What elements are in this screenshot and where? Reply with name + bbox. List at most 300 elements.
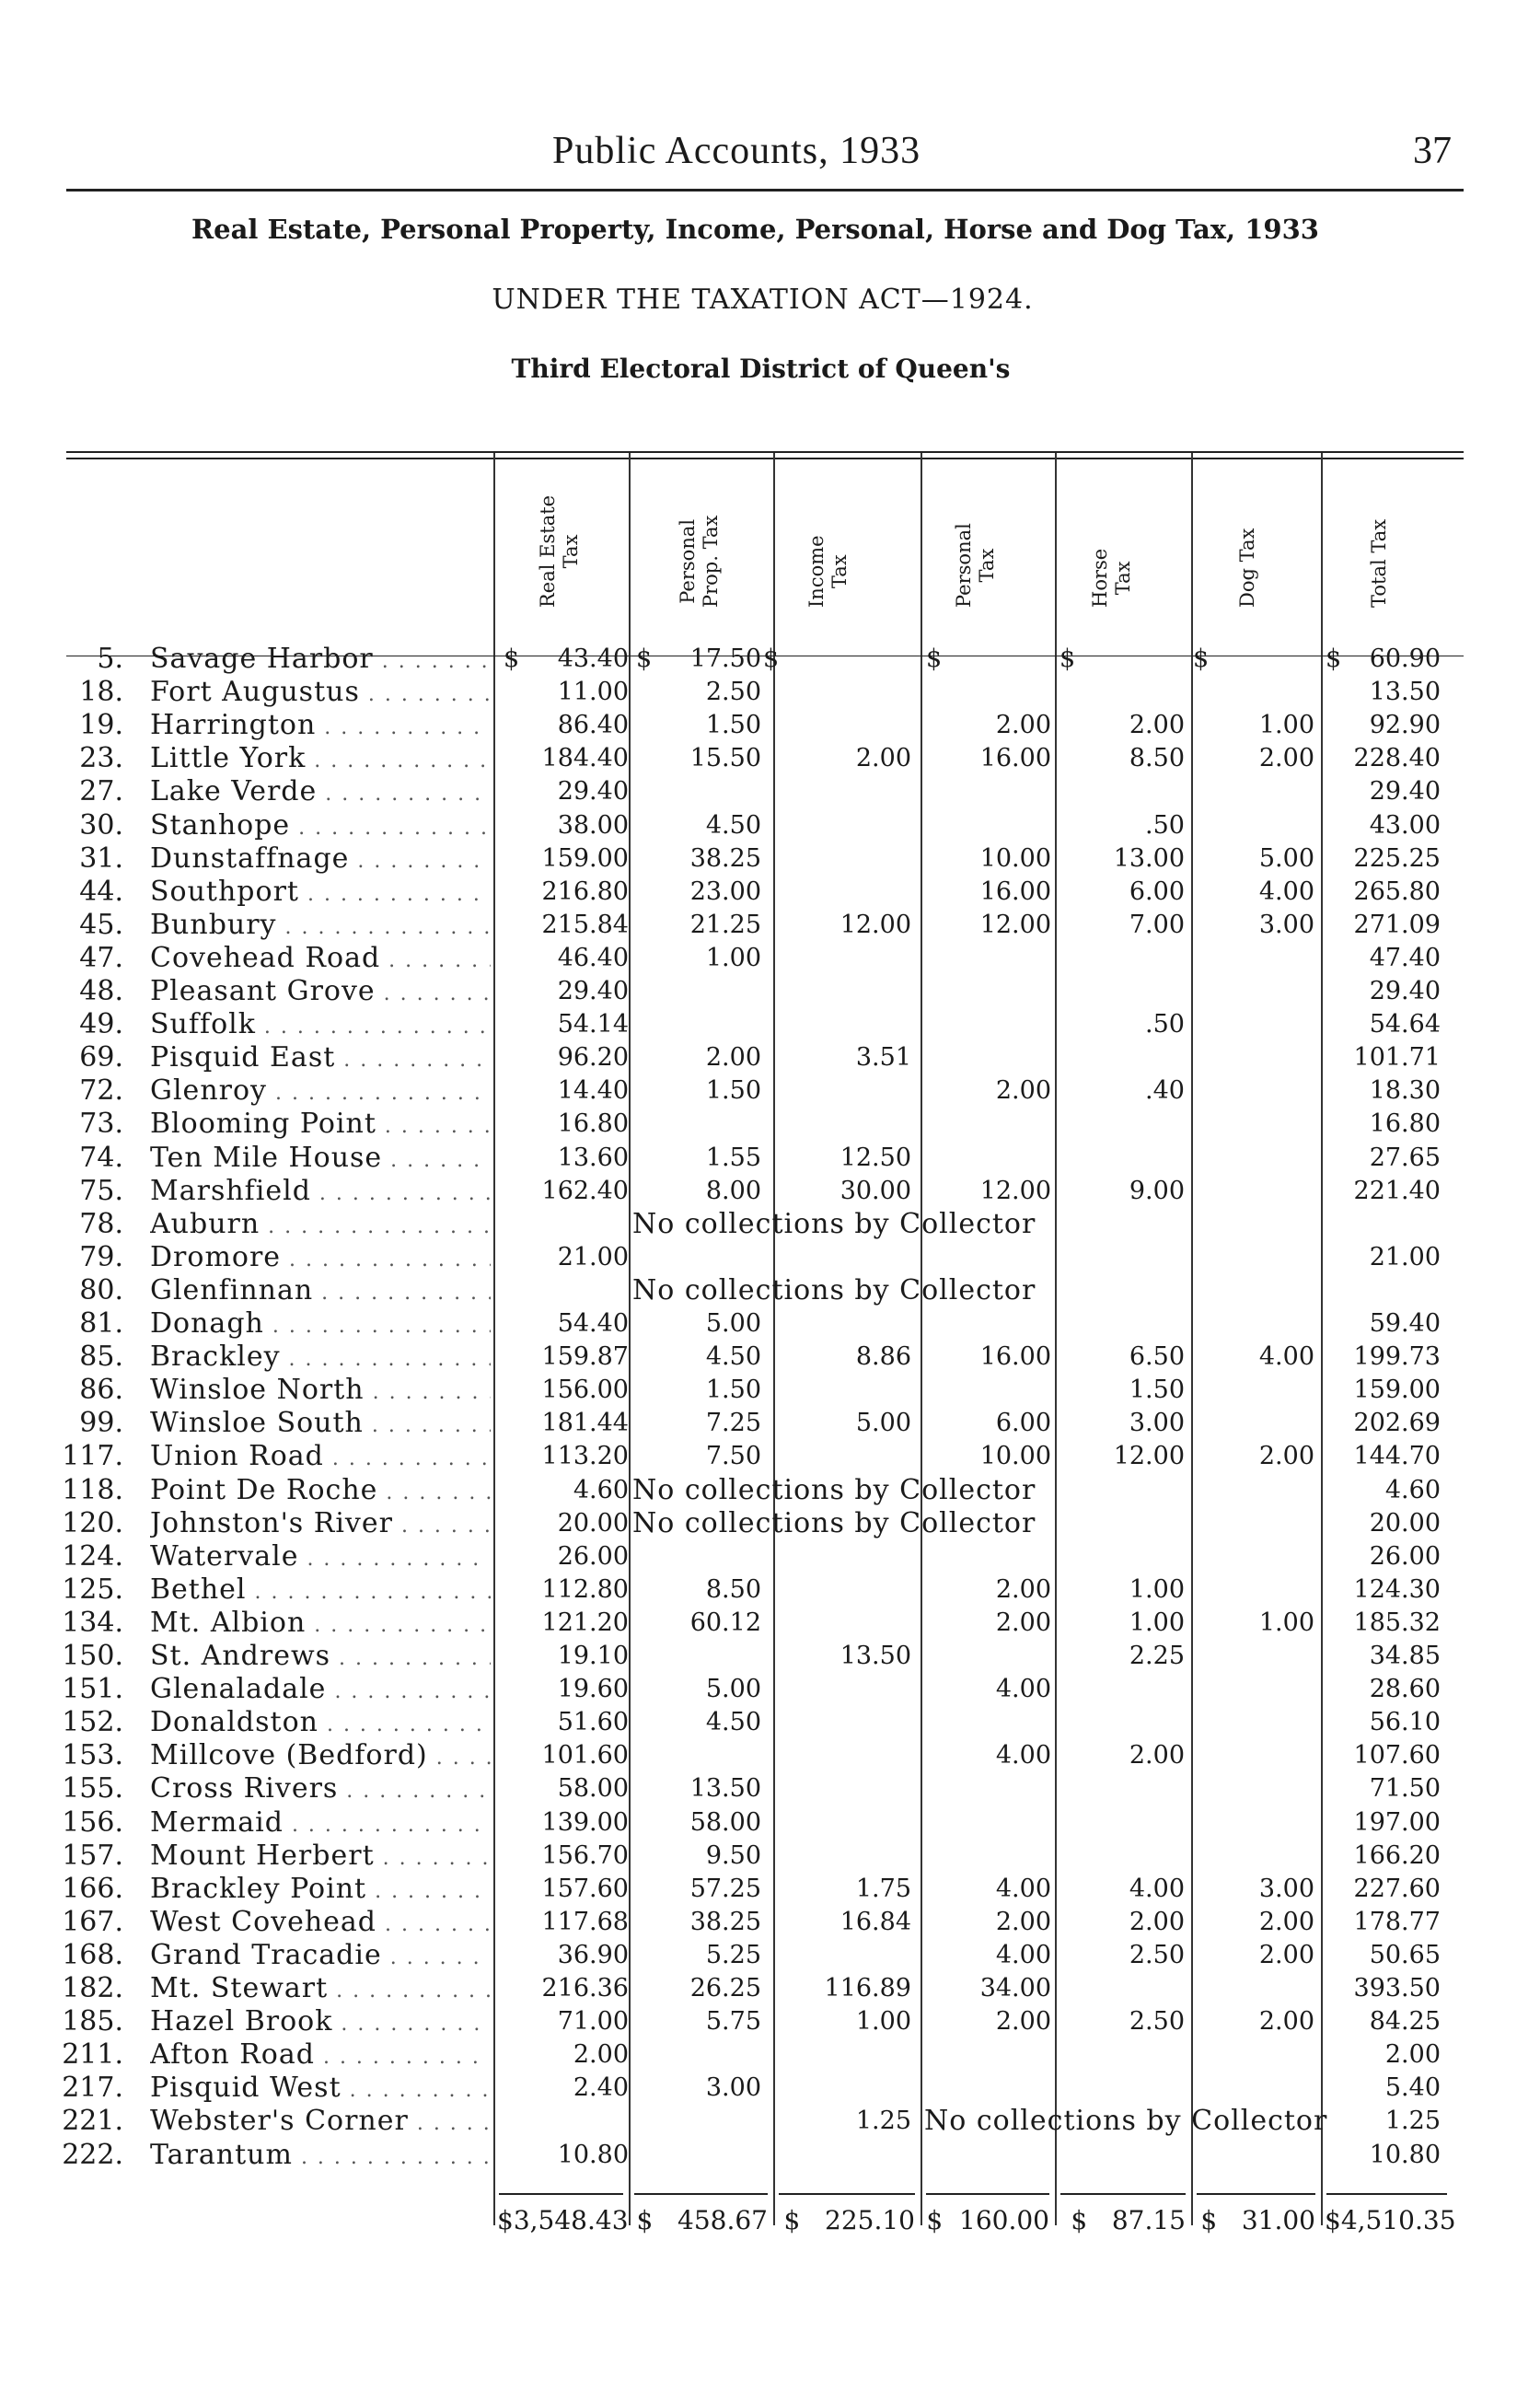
cell-real: 216.36	[541, 1974, 629, 2002]
cell-prop: 58.00	[689, 1807, 761, 1837]
cell-income: 16.84	[839, 1907, 911, 1936]
cell-total: 13.50	[1369, 678, 1441, 707]
district-name: Brackley . . .	[150, 1341, 491, 1376]
cell-total: 271.09	[1353, 910, 1441, 939]
cell-income: 12.50	[839, 1143, 911, 1172]
cell-dog: 2.00	[1258, 1442, 1314, 1471]
district-number: 99.	[79, 1407, 123, 1440]
cell-personal: 2.00	[995, 1608, 1051, 1637]
district-number: 80.	[79, 1273, 123, 1306]
cell-prop: 23.00	[689, 876, 761, 906]
district-name: Lake Verde . . .	[150, 775, 491, 811]
table-row	[0, 1341, 1540, 1374]
cell-total: 107.60	[1353, 1741, 1441, 1770]
cell-real: 117.68	[541, 1907, 629, 1936]
district-name: Southport . . .	[150, 876, 491, 911]
cell-real: 20.00	[557, 1508, 629, 1538]
table-row	[0, 1873, 1540, 1906]
column-header-line: Tax	[560, 534, 582, 569]
table-row	[0, 809, 1540, 842]
cell-total: 27.65	[1369, 1143, 1441, 1172]
district-number: 48.	[79, 975, 123, 1007]
district-number: 69.	[79, 1041, 123, 1074]
cell-horse: 1.00	[1129, 1608, 1185, 1637]
district-number: 31.	[79, 842, 123, 875]
cell-horse: 2.25	[1129, 1642, 1185, 1670]
no-collections-note: No collections by Collector	[632, 1506, 1036, 1539]
column-header-line: Horse	[1089, 548, 1111, 608]
cell-dog: 2.00	[1258, 1907, 1314, 1936]
act-subtitle: UNDER THE TAXATION ACT—1924.	[492, 284, 1034, 316]
cell-horse: .40	[1145, 1076, 1185, 1106]
table-row	[0, 1274, 1540, 1307]
cell-real: 21.00	[557, 1242, 629, 1271]
cell-prop: 3.00	[705, 2073, 761, 2103]
district-number: 79.	[79, 1240, 123, 1273]
cell-real: 26.00	[557, 1541, 629, 1571]
cell-total: 60.90	[1369, 644, 1441, 673]
district-number: 45.	[79, 908, 123, 941]
district-name: Mt. Stewart . . .	[150, 1972, 491, 2008]
district-name: Webster's Corner . . .	[150, 2105, 491, 2141]
district-number: 125.	[62, 1573, 123, 1606]
cell-income: 12.00	[839, 910, 911, 939]
sum-rule	[634, 2193, 768, 2195]
cell-real: 181.44	[541, 1409, 629, 1438]
cell-total: 54.64	[1369, 1010, 1441, 1039]
district-name: Johnston's River . . .	[150, 1507, 491, 1543]
total-income: $ 225.10	[783, 2205, 915, 2235]
cell-total: 50.65	[1369, 1940, 1441, 1969]
cell-total: 26.00	[1369, 1541, 1441, 1571]
cell-prop: 8.00	[705, 1176, 761, 1205]
district-name: Glenfinnan . . .	[150, 1274, 491, 1310]
table-row	[0, 1540, 1540, 1573]
district-number: 153.	[62, 1739, 123, 1772]
district-number: 120.	[62, 1506, 123, 1539]
table-top-rule-2	[66, 458, 1464, 459]
table-row	[0, 1706, 1540, 1739]
cell-personal: 2.00	[995, 1076, 1051, 1106]
district-name: Point De Roche . . .	[150, 1474, 491, 1510]
cell-real: 157.60	[541, 1874, 629, 1903]
district-number: 222.	[62, 2138, 123, 2171]
table-row	[0, 1474, 1540, 1507]
district-name: Bunbury . . .	[150, 909, 491, 945]
district-number: 152.	[62, 1706, 123, 1739]
cell-total: 227.60	[1353, 1874, 1441, 1903]
cell-real: 29.40	[557, 977, 629, 1005]
district-name: Mt. Albion . . .	[150, 1607, 491, 1643]
district-name: St. Andrews . . .	[150, 1640, 491, 1676]
currency-mark: $	[926, 644, 943, 673]
table-row	[0, 1041, 1540, 1074]
column-header-line: Dog Tax	[1236, 528, 1258, 608]
currency-mark: $	[1326, 644, 1342, 673]
district-number: 78.	[79, 1207, 123, 1240]
district-number: 167.	[62, 1905, 123, 1938]
cell-real: 19.10	[557, 1642, 629, 1670]
header-rule	[66, 189, 1464, 192]
district-name: Watervale . . .	[150, 1540, 491, 1576]
cell-real: 36.90	[557, 1940, 629, 1969]
cell-real: 2.00	[573, 2040, 629, 2070]
cell-total: 1.25	[1384, 2107, 1441, 2136]
district-number: 47.	[79, 941, 123, 974]
cell-real: 16.80	[557, 1109, 629, 1139]
district-number: 73.	[79, 1108, 123, 1141]
cell-horse: 2.00	[1129, 1907, 1185, 1936]
cell-prop: 4.50	[705, 810, 761, 840]
cell-personal: 4.00	[995, 1675, 1051, 1704]
cell-personal: 2.00	[995, 1574, 1051, 1604]
cell-horse: 13.00	[1113, 843, 1185, 873]
cell-prop: 5.00	[705, 1675, 761, 1704]
cell-real: 184.40	[541, 744, 629, 773]
district-number: 221.	[62, 2105, 123, 2138]
cell-total: 47.40	[1369, 943, 1441, 972]
column-header-line: Income	[805, 535, 828, 608]
district-name: West Covehead . . .	[150, 1906, 491, 1942]
district-number: 185.	[62, 2005, 123, 2038]
table-row	[0, 1108, 1540, 1141]
cell-total: 221.40	[1353, 1176, 1441, 1205]
cell-personal: 16.00	[979, 744, 1051, 773]
district-name: Pleasant Grove . . .	[150, 975, 491, 1011]
cell-personal: 12.00	[979, 910, 1051, 939]
table-row	[0, 1008, 1540, 1041]
sum-rule	[1060, 2193, 1186, 2195]
cell-real: 29.40	[557, 777, 629, 807]
table-row	[0, 1906, 1540, 1939]
cell-total: 59.40	[1369, 1309, 1441, 1338]
table-top-rule	[66, 451, 1464, 453]
no-collections-note: No collections by Collector	[632, 1473, 1036, 1506]
table-row	[0, 1175, 1540, 1208]
cell-total: 29.40	[1369, 977, 1441, 1005]
district-name: Dunstaffnage . . .	[150, 842, 491, 878]
cell-horse: 2.50	[1129, 1940, 1185, 1969]
district-name: Millcove (Bedford) . . .	[150, 1739, 491, 1775]
district-name: Suffolk . . .	[150, 1008, 491, 1044]
cell-dog: 2.00	[1258, 2007, 1314, 2037]
cell-prop: 1.50	[705, 1376, 761, 1405]
district-name: Savage Harbor . . .	[150, 643, 491, 679]
column-header-line: Tax	[828, 554, 851, 589]
table-row	[0, 676, 1540, 709]
cell-dog: 2.00	[1258, 1940, 1314, 1969]
district-name: Ten Mile House . . .	[150, 1142, 491, 1178]
district-name: Tarantum . . .	[150, 2139, 491, 2175]
total-prop: $ 458.67	[636, 2205, 768, 2235]
cell-total: 228.40	[1353, 744, 1441, 773]
cell-personal: 34.00	[979, 1974, 1051, 2002]
district-name: Fort Augustus . . .	[150, 676, 491, 712]
district-number: 18.	[79, 676, 123, 709]
cell-personal: 4.00	[995, 1874, 1051, 1903]
cell-real: 43.40	[557, 644, 629, 673]
district-name: Glenaladale . . .	[150, 1673, 491, 1709]
cell-total: 166.20	[1353, 1840, 1441, 1870]
cell-total: 92.90	[1369, 711, 1441, 740]
district-number: 118.	[62, 1473, 123, 1506]
district-number: 166.	[62, 1872, 123, 1905]
cell-prop: 15.50	[689, 744, 761, 773]
cell-prop: 5.25	[705, 1940, 761, 1969]
table-row	[0, 2005, 1540, 2038]
district-name: Cross Rivers . . .	[150, 1772, 491, 1808]
district-name: Brackley Point . . .	[150, 1873, 491, 1909]
cell-prop: 9.50	[705, 1840, 761, 1870]
cell-horse: 4.00	[1129, 1874, 1185, 1903]
district-number: 23.	[79, 742, 123, 775]
cell-real: 13.60	[557, 1143, 629, 1172]
no-collections-note: No collections by Collector	[632, 1273, 1036, 1306]
totals-row	[0, 2205, 1540, 2242]
cell-income: 1.75	[855, 1874, 911, 1903]
cell-real: 2.40	[573, 2073, 629, 2103]
cell-real: 159.87	[541, 1342, 629, 1372]
table-row	[0, 2105, 1540, 2138]
currency-mark: $	[1059, 644, 1076, 673]
cell-total: 71.50	[1369, 1774, 1441, 1804]
cell-dog: 4.00	[1258, 876, 1314, 906]
cell-dog: 4.00	[1258, 1342, 1314, 1372]
column-header-line: Tax	[1112, 561, 1134, 596]
cell-income: 2.00	[855, 744, 911, 773]
sum-rule	[1326, 2193, 1447, 2195]
cell-real: 159.00	[541, 843, 629, 873]
table-row	[0, 1374, 1540, 1407]
table-row	[0, 775, 1540, 808]
cell-prop: 21.25	[689, 910, 761, 939]
cell-total: 202.69	[1353, 1409, 1441, 1438]
column-header-line: Prop. Tax	[700, 515, 722, 608]
district-number: 151.	[62, 1673, 123, 1706]
cell-total: 265.80	[1353, 876, 1441, 906]
total-real: $3,548.43	[497, 2205, 629, 2235]
cell-total: 28.60	[1369, 1675, 1441, 1704]
cell-total: 5.40	[1384, 2073, 1441, 2103]
cell-real: 121.20	[541, 1608, 629, 1637]
cell-real: 38.00	[557, 810, 629, 840]
table-row	[0, 1673, 1540, 1706]
table-row	[0, 2038, 1540, 2072]
district-number: 86.	[79, 1374, 123, 1407]
district-number: 168.	[62, 1938, 123, 1971]
district-number: 217.	[62, 2072, 123, 2105]
cell-prop: 2.00	[705, 1043, 761, 1073]
cell-real: 54.40	[557, 1309, 629, 1338]
cell-real: 11.00	[557, 678, 629, 707]
cell-real: 101.60	[541, 1741, 629, 1770]
district-name: Glenroy . . .	[150, 1074, 491, 1110]
cell-income: 116.89	[824, 1974, 911, 2002]
district-number: 124.	[62, 1539, 123, 1573]
cell-prop: 4.50	[705, 1342, 761, 1372]
cell-total: 34.85	[1369, 1642, 1441, 1670]
cell-real: 14.40	[557, 1076, 629, 1106]
running-title: Public Accounts, 1933	[552, 130, 921, 172]
district-name: Dromore . . .	[150, 1241, 491, 1277]
cell-real: 46.40	[557, 943, 629, 972]
cell-total: 2.00	[1384, 2040, 1441, 2070]
cell-real: 4.60	[573, 1475, 629, 1504]
cell-horse: 1.00	[1129, 1574, 1185, 1604]
cell-horse: 6.50	[1129, 1342, 1185, 1372]
cell-prop: 60.12	[689, 1608, 761, 1637]
district-name: Afton Road . . .	[150, 2038, 491, 2074]
cell-prop: 13.50	[689, 1774, 761, 1804]
cell-dog: 3.00	[1258, 1874, 1314, 1903]
cell-total: 159.00	[1353, 1376, 1441, 1405]
no-collections-note: No collections by Collector	[924, 2105, 1328, 2138]
cell-prop: 1.55	[705, 1143, 761, 1172]
currency-mark: $	[636, 644, 653, 673]
cell-total: 18.30	[1369, 1076, 1441, 1106]
column-header-line: Personal	[677, 518, 699, 604]
table-row	[0, 975, 1540, 1008]
cell-prop: 8.50	[705, 1574, 761, 1604]
cell-prop: 7.50	[705, 1442, 761, 1471]
table-row	[0, 1241, 1540, 1274]
district-name: Auburn . . .	[150, 1208, 491, 1244]
cell-dog: 1.00	[1258, 1608, 1314, 1637]
cell-horse: .50	[1145, 810, 1185, 840]
district-number: 5.	[97, 643, 123, 675]
total-horse: $ 87.15	[1071, 2205, 1186, 2235]
cell-personal: 4.00	[995, 1741, 1051, 1770]
table-row	[0, 1440, 1540, 1473]
cell-prop: 26.25	[689, 1974, 761, 2002]
table-row	[0, 1307, 1540, 1341]
district-number: 27.	[79, 775, 123, 808]
page-number: 37	[1413, 130, 1452, 172]
district-number: 44.	[79, 875, 123, 908]
cell-prop: 38.25	[689, 1907, 761, 1936]
district-name: Stanhope . . .	[150, 809, 491, 845]
district-name: Hazel Brook . . .	[150, 2005, 491, 2041]
cell-dog: 1.00	[1258, 711, 1314, 740]
district-name: Pisquid East . . .	[150, 1041, 491, 1077]
cell-prop: 1.00	[705, 943, 761, 972]
no-collections-note: No collections by Collector	[632, 1207, 1036, 1240]
cell-real: 58.00	[557, 1774, 629, 1804]
cell-real: 54.14	[557, 1010, 629, 1039]
table-row	[0, 2072, 1540, 2105]
cell-real: 156.00	[541, 1376, 629, 1405]
cell-total: 21.00	[1369, 1242, 1441, 1271]
sum-rule	[499, 2193, 623, 2195]
cell-total: 43.00	[1369, 810, 1441, 840]
cell-personal: 10.00	[979, 1442, 1051, 1471]
cell-total: 144.70	[1353, 1442, 1441, 1471]
table-row	[0, 2139, 1540, 2172]
table-row	[0, 1208, 1540, 1241]
cell-prop: 17.50	[689, 644, 761, 673]
cell-prop: 7.25	[705, 1409, 761, 1438]
cell-total: 84.25	[1369, 2007, 1441, 2037]
cell-real: 215.84	[541, 910, 629, 939]
table-row	[0, 742, 1540, 775]
district-number: 74.	[79, 1141, 123, 1174]
district-number: 182.	[62, 1972, 123, 2004]
table-row	[0, 1607, 1540, 1640]
cell-income: 3.51	[855, 1043, 911, 1073]
cell-real: 139.00	[541, 1807, 629, 1837]
cell-real: 113.20	[541, 1442, 629, 1471]
cell-horse: .50	[1145, 1010, 1185, 1039]
cell-horse: 6.00	[1129, 876, 1185, 906]
cell-dog: 5.00	[1258, 843, 1314, 873]
district-name: Marshfield . . .	[150, 1175, 491, 1211]
cell-dog: 3.00	[1258, 910, 1314, 939]
cell-prop: 1.50	[705, 1076, 761, 1106]
cell-horse: 2.50	[1129, 2007, 1185, 2037]
sum-rule	[926, 2193, 1049, 2195]
cell-personal: 6.00	[995, 1409, 1051, 1438]
table-row	[0, 1640, 1540, 1673]
cell-total: 16.80	[1369, 1109, 1441, 1139]
district-number: 30.	[79, 808, 123, 842]
district-number: 85.	[79, 1341, 123, 1374]
district-name: Donagh . . .	[150, 1307, 491, 1343]
district-name: Little York . . .	[150, 742, 491, 778]
cell-personal: 2.00	[995, 1907, 1051, 1936]
table-row	[0, 1407, 1540, 1440]
cell-prop: 5.75	[705, 2007, 761, 2037]
district-name: Covehead Road . . .	[150, 942, 491, 978]
cell-income: 8.86	[855, 1342, 911, 1372]
district-subtitle: Third Electoral District of Queen's	[511, 354, 1011, 384]
column-header-line: Tax	[976, 548, 998, 583]
cell-total: 225.25	[1353, 843, 1441, 873]
cell-personal: 2.00	[995, 2007, 1051, 2037]
district-number: 49.	[79, 1008, 123, 1041]
cell-total: 56.10	[1369, 1708, 1441, 1737]
cell-horse: 9.00	[1129, 1176, 1185, 1205]
district-name: Bethel . . .	[150, 1573, 491, 1609]
cell-total: 393.50	[1353, 1974, 1441, 2002]
table-row	[0, 1573, 1540, 1607]
column-header-line: Personal	[953, 523, 975, 608]
table-row	[0, 1972, 1540, 2005]
cell-prop: 4.50	[705, 1708, 761, 1737]
cell-personal: 16.00	[979, 876, 1051, 906]
district-number: 72.	[79, 1074, 123, 1108]
cell-real: 19.60	[557, 1675, 629, 1704]
cell-horse: 3.00	[1129, 1409, 1185, 1438]
cell-real: 51.60	[557, 1708, 629, 1737]
cell-total: 101.71	[1353, 1043, 1441, 1073]
district-number: 156.	[62, 1805, 123, 1839]
cell-personal: 12.00	[979, 1176, 1051, 1205]
sum-rule	[779, 2193, 915, 2195]
cell-horse: 1.50	[1129, 1376, 1185, 1405]
cell-prop: 5.00	[705, 1309, 761, 1338]
currency-mark: $	[763, 644, 780, 673]
cell-prop: 2.50	[705, 678, 761, 707]
table-row	[0, 909, 1540, 942]
district-number: 155.	[62, 1772, 123, 1805]
cell-horse: 12.00	[1113, 1442, 1185, 1471]
table-row	[0, 1739, 1540, 1772]
cell-total: 10.80	[1369, 2140, 1441, 2169]
district-name: Donaldston . . .	[150, 1706, 491, 1742]
cell-real: 156.70	[541, 1840, 629, 1870]
cell-horse: 8.50	[1129, 744, 1185, 773]
cell-prop: 38.25	[689, 843, 761, 873]
